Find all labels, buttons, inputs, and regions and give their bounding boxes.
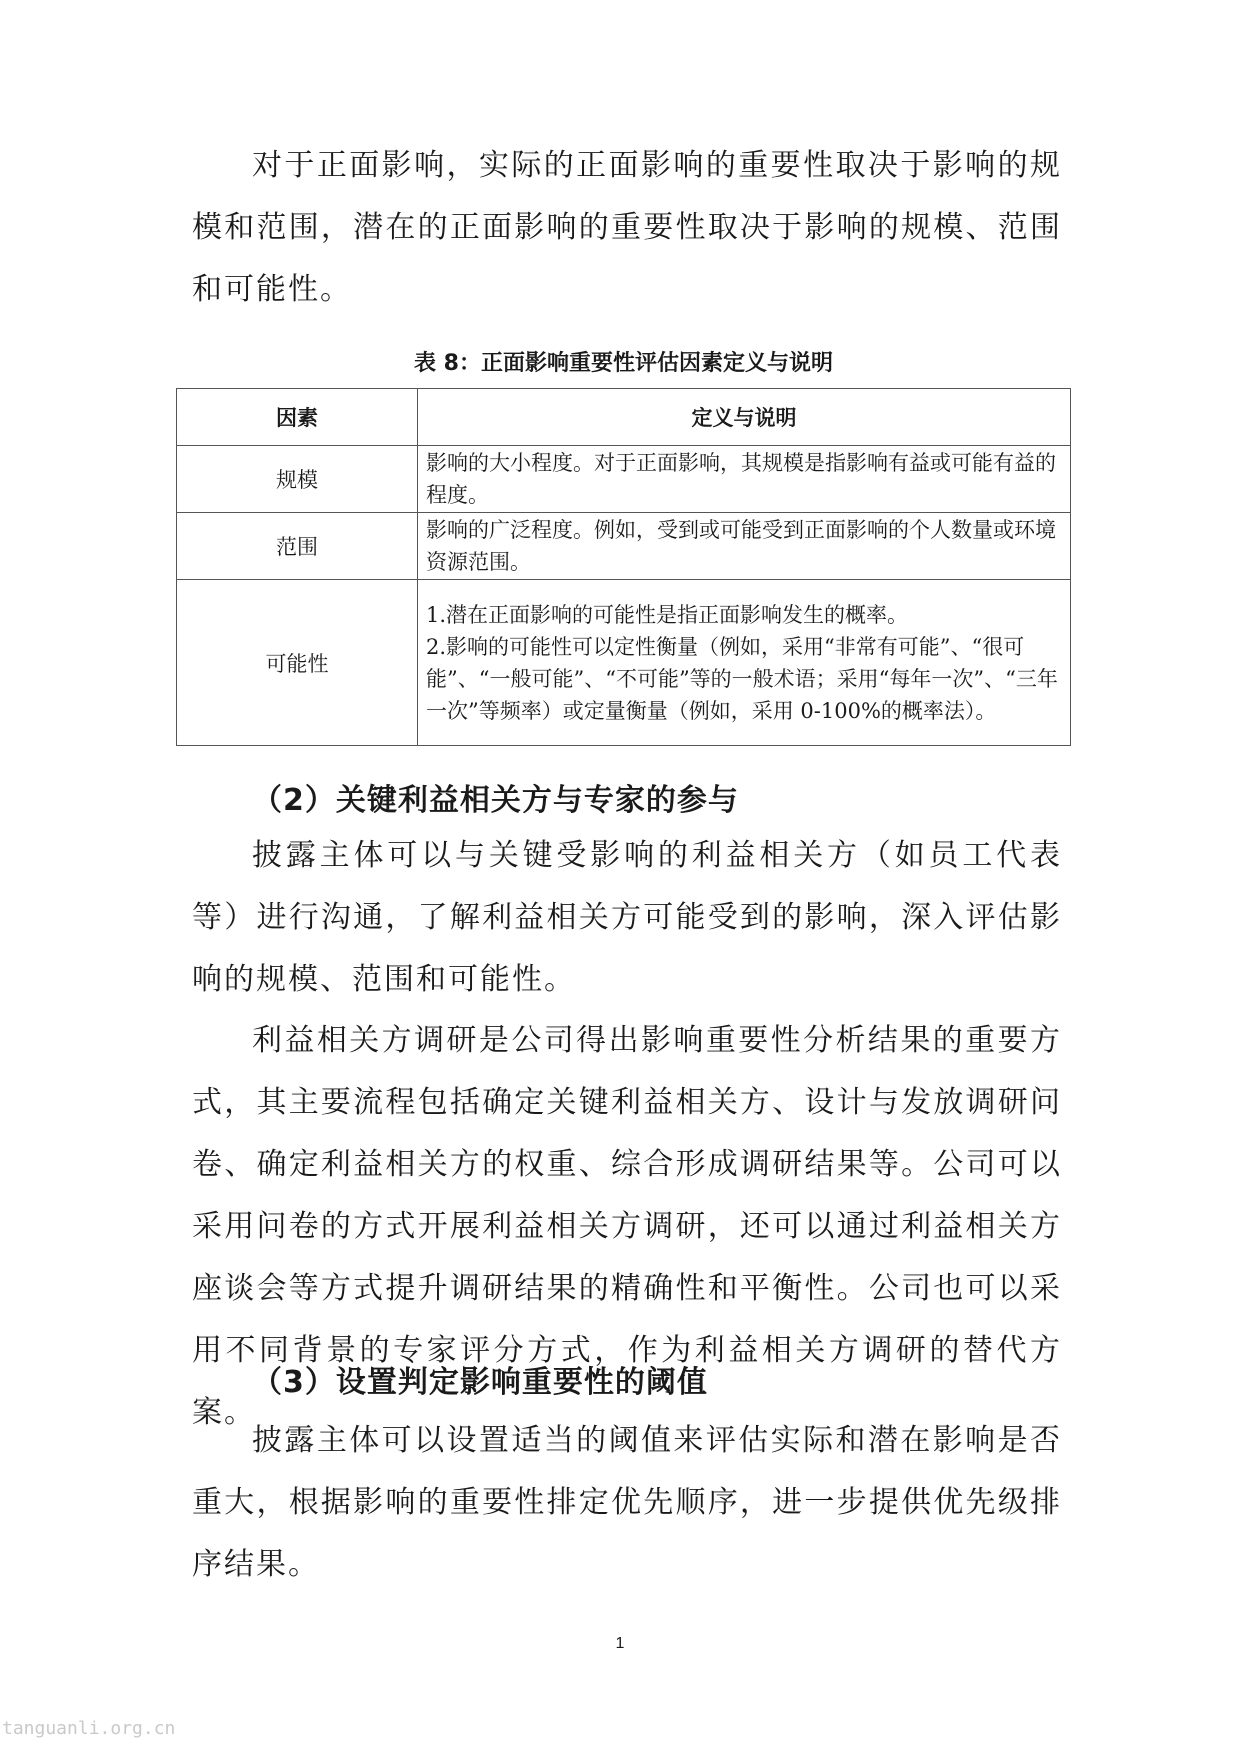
definition-cell xyxy=(418,446,1071,513)
header-definition: 定义与说明 xyxy=(418,389,1071,446)
definition-line: 1.潜在正面影响的可能性是指正面影响发生的概率。 xyxy=(426,602,909,627)
table-row xyxy=(177,580,1071,746)
definition-cell xyxy=(418,513,1071,580)
table-row xyxy=(177,513,1071,580)
factor-cell: 范围 xyxy=(177,513,418,580)
definition-line: 影响的大小程度。对于正面影响，其规模是指影响有益或可能有益的程度。 xyxy=(426,451,1056,507)
header-factor: 因素 xyxy=(177,389,418,446)
table-row xyxy=(177,446,1071,513)
watermark: tanguanli.org.cn xyxy=(2,1718,176,1739)
section-heading-3: （3）设置判定影响重要性的阈值 xyxy=(252,1365,708,1400)
definition-cell xyxy=(418,580,1071,746)
paragraph-stakeholder-engagement: 披露主体可以与关键受影响的利益相关方（如员工代表等）进行沟通，了解利益相关方可能受到的影响，深入评估影响的规模、范围和可能性。 xyxy=(192,838,1062,997)
factors-table xyxy=(176,388,1071,746)
paragraph-threshold: 披露主体可以设置适当的阈值来评估实际和潜在影响是否重大，根据影响的重要性排定优先顺序，进一步提供优先级排序结果。 xyxy=(192,1423,1062,1582)
definition-line: 影响的广泛程度。例如，受到或可能受到正面影响的个人数量或环境资源范围。 xyxy=(426,518,1056,574)
paragraph-intro: 对于正面影响，实际的正面影响的重要性取决于影响的规模和范围，潜在的正面影响的重要性取决于影响的规模、范围和可能性。 xyxy=(192,148,1062,307)
paragraph-stakeholder-survey: 利益相关方调研是公司得出影响重要性分析结果的重要方式，其主要流程包括确定关键利益相关方、设计与发放调研问卷、确定利益相关方的权重、综合形成调研结果等。公司可以采用问卷的方式开展利益相关方调研，还可以通过利益相关方座谈会等方式提升调研结果的精确性和平衡性。公司也可以采用不同背景的专家评分方式，作为利益相关方调研的替代方案。 xyxy=(192,1023,1062,1430)
factor-cell: 规模 xyxy=(177,446,418,513)
section-heading-2: （2）关键利益相关方与专家的参与 xyxy=(252,783,739,818)
table-caption: 表 8：正面影响重要性评估因素定义与说明 xyxy=(414,351,833,376)
page-number: 1 xyxy=(615,1635,625,1652)
factor-cell: 可能性 xyxy=(177,580,418,746)
definition-line: 2.影响的可能性可以定性衡量（例如，采用“非常有可能”、“很可能”、“一般可能”、“不可能”等的一般术语；采用“每年一次”、“三年一次”等频率）或定量衡量（例如，采用 0-100%的概率法）。 xyxy=(426,634,1058,723)
table-header-row xyxy=(177,389,1071,446)
